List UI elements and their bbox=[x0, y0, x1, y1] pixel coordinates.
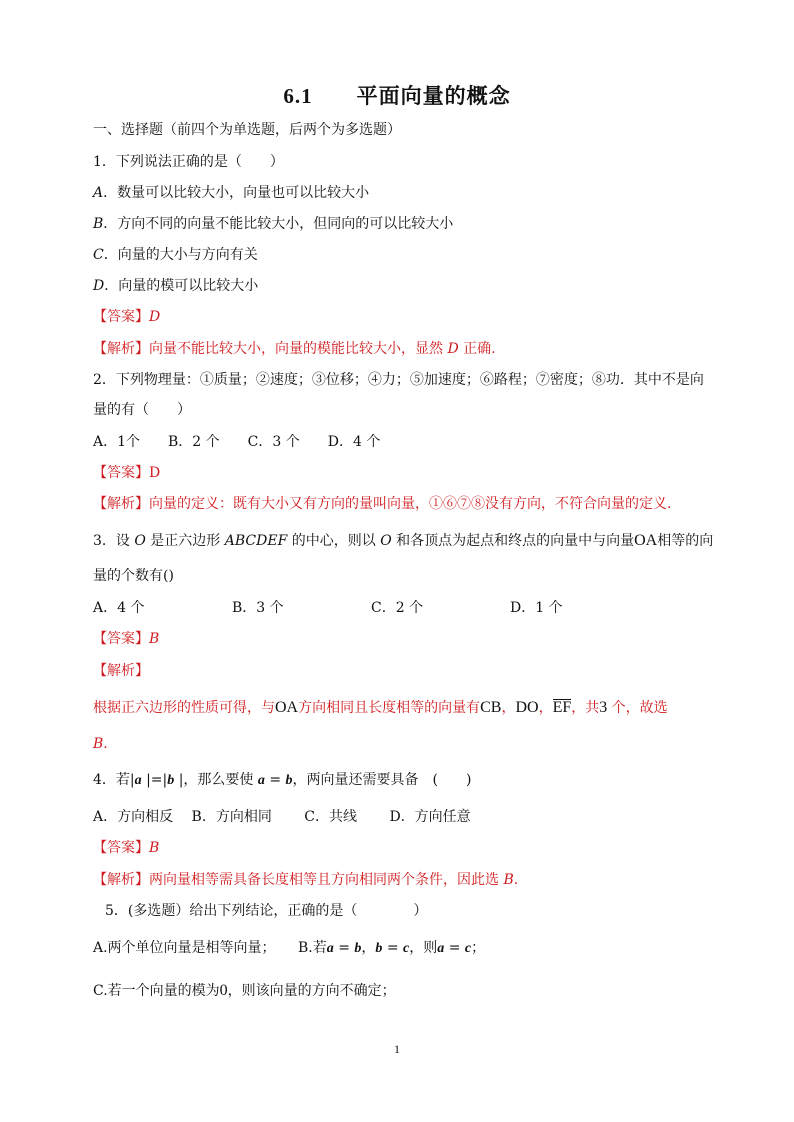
q1-option-b: B．方向不同的向量不能比较大小，但同向的可以比较大小 bbox=[93, 216, 454, 232]
q1-analysis: 【解析】向量不能比较大小，向量的模能比较大小，显然 D 正确. bbox=[93, 341, 496, 357]
q1-stem: 1．下列说法正确的是（ ） bbox=[93, 154, 284, 170]
q5-option-c: C.若一个向量的模为0，则该向量的方向不确定； bbox=[93, 982, 396, 999]
title-text: 平面向量的概念 bbox=[356, 83, 511, 108]
q2-options: A．1个 B．2 个 C．3 个 D．4 个 bbox=[93, 434, 381, 450]
q3-analysis-line1: 根据正六边形的性质可得，与OA方向相同且长度相等的向量有CB，DO，EF，共3 个，故选 bbox=[93, 699, 668, 716]
q3-answer: 【答案】B bbox=[93, 631, 160, 647]
q4-analysis: 【解析】两向量相等需具备长度相等且方向相同两个条件，因此选 B. bbox=[93, 872, 519, 888]
q3-option-b: B．3 个 bbox=[232, 600, 284, 616]
q3-analysis-line2: B. bbox=[93, 736, 108, 752]
q4-options: A．方向相反 B．方向相同 C．共线 D．方向任意 bbox=[93, 809, 471, 825]
q5-option-a: A.两个单位向量是相等向量； bbox=[93, 940, 276, 956]
vector-ef: EF bbox=[552, 699, 572, 716]
q4-stem: 4．若|a |=|b |，那么要使 a = b，两向量还需要具备 ( ) bbox=[93, 772, 472, 788]
q5-stem: 5．(多选题）给出下列结论，正确的是（ ） bbox=[105, 903, 428, 919]
q3-stem-line2: 量的个数有() bbox=[93, 568, 174, 584]
section-heading: 一、选择题（前四个为单选题，后两个为多选题） bbox=[93, 122, 401, 138]
q5-option-b: B.若a = b，b = c，则a = c； bbox=[298, 940, 486, 956]
title-number: 6.1 bbox=[283, 84, 313, 108]
vector-oa: OA bbox=[634, 532, 658, 549]
q2-stem-line1: 2．下列物理量：①质量；②速度；③位移；④力；⑤加速度；⑥路程；⑦密度；⑧功．其中不是向 bbox=[93, 372, 704, 388]
q4-answer: 【答案】B bbox=[93, 840, 160, 856]
q3-option-d: D．1 个 bbox=[510, 600, 563, 616]
q1-option-a: A．数量可以比较大小，向量也可以比较大小 bbox=[93, 185, 370, 201]
vector-do: DO bbox=[515, 699, 539, 716]
q3-stem-line1: 3．设 O 是正六边形 ABCDEF 的中心，则以 O 和各顶点为起点和终点的向量中与向量OA相等的向 bbox=[93, 532, 714, 549]
q2-answer: 【答案】D bbox=[93, 465, 161, 481]
q3-option-c: C．2 个 bbox=[371, 600, 424, 616]
vector-cb: CB bbox=[480, 699, 502, 716]
q1-option-d: D．向量的模可以比较大小 bbox=[93, 278, 259, 294]
vector-oa-2: OA bbox=[275, 699, 299, 716]
q3-option-a: A．4 个 bbox=[93, 600, 145, 616]
page-title bbox=[0, 80, 794, 110]
q2-analysis: 【解析】向量的定义：既有大小又有方向的量叫向量，①⑥⑦⑧没有方向，不符合向量的定义. bbox=[93, 496, 672, 512]
q3-analysis-label: 【解析】 bbox=[93, 663, 149, 679]
q1-answer: 【答案】D bbox=[93, 309, 161, 325]
page-number: 1 bbox=[394, 1042, 400, 1056]
q1-option-c: C．向量的大小与方向有关 bbox=[93, 247, 258, 263]
q2-stem-line2: 量的有（ ） bbox=[93, 402, 191, 418]
